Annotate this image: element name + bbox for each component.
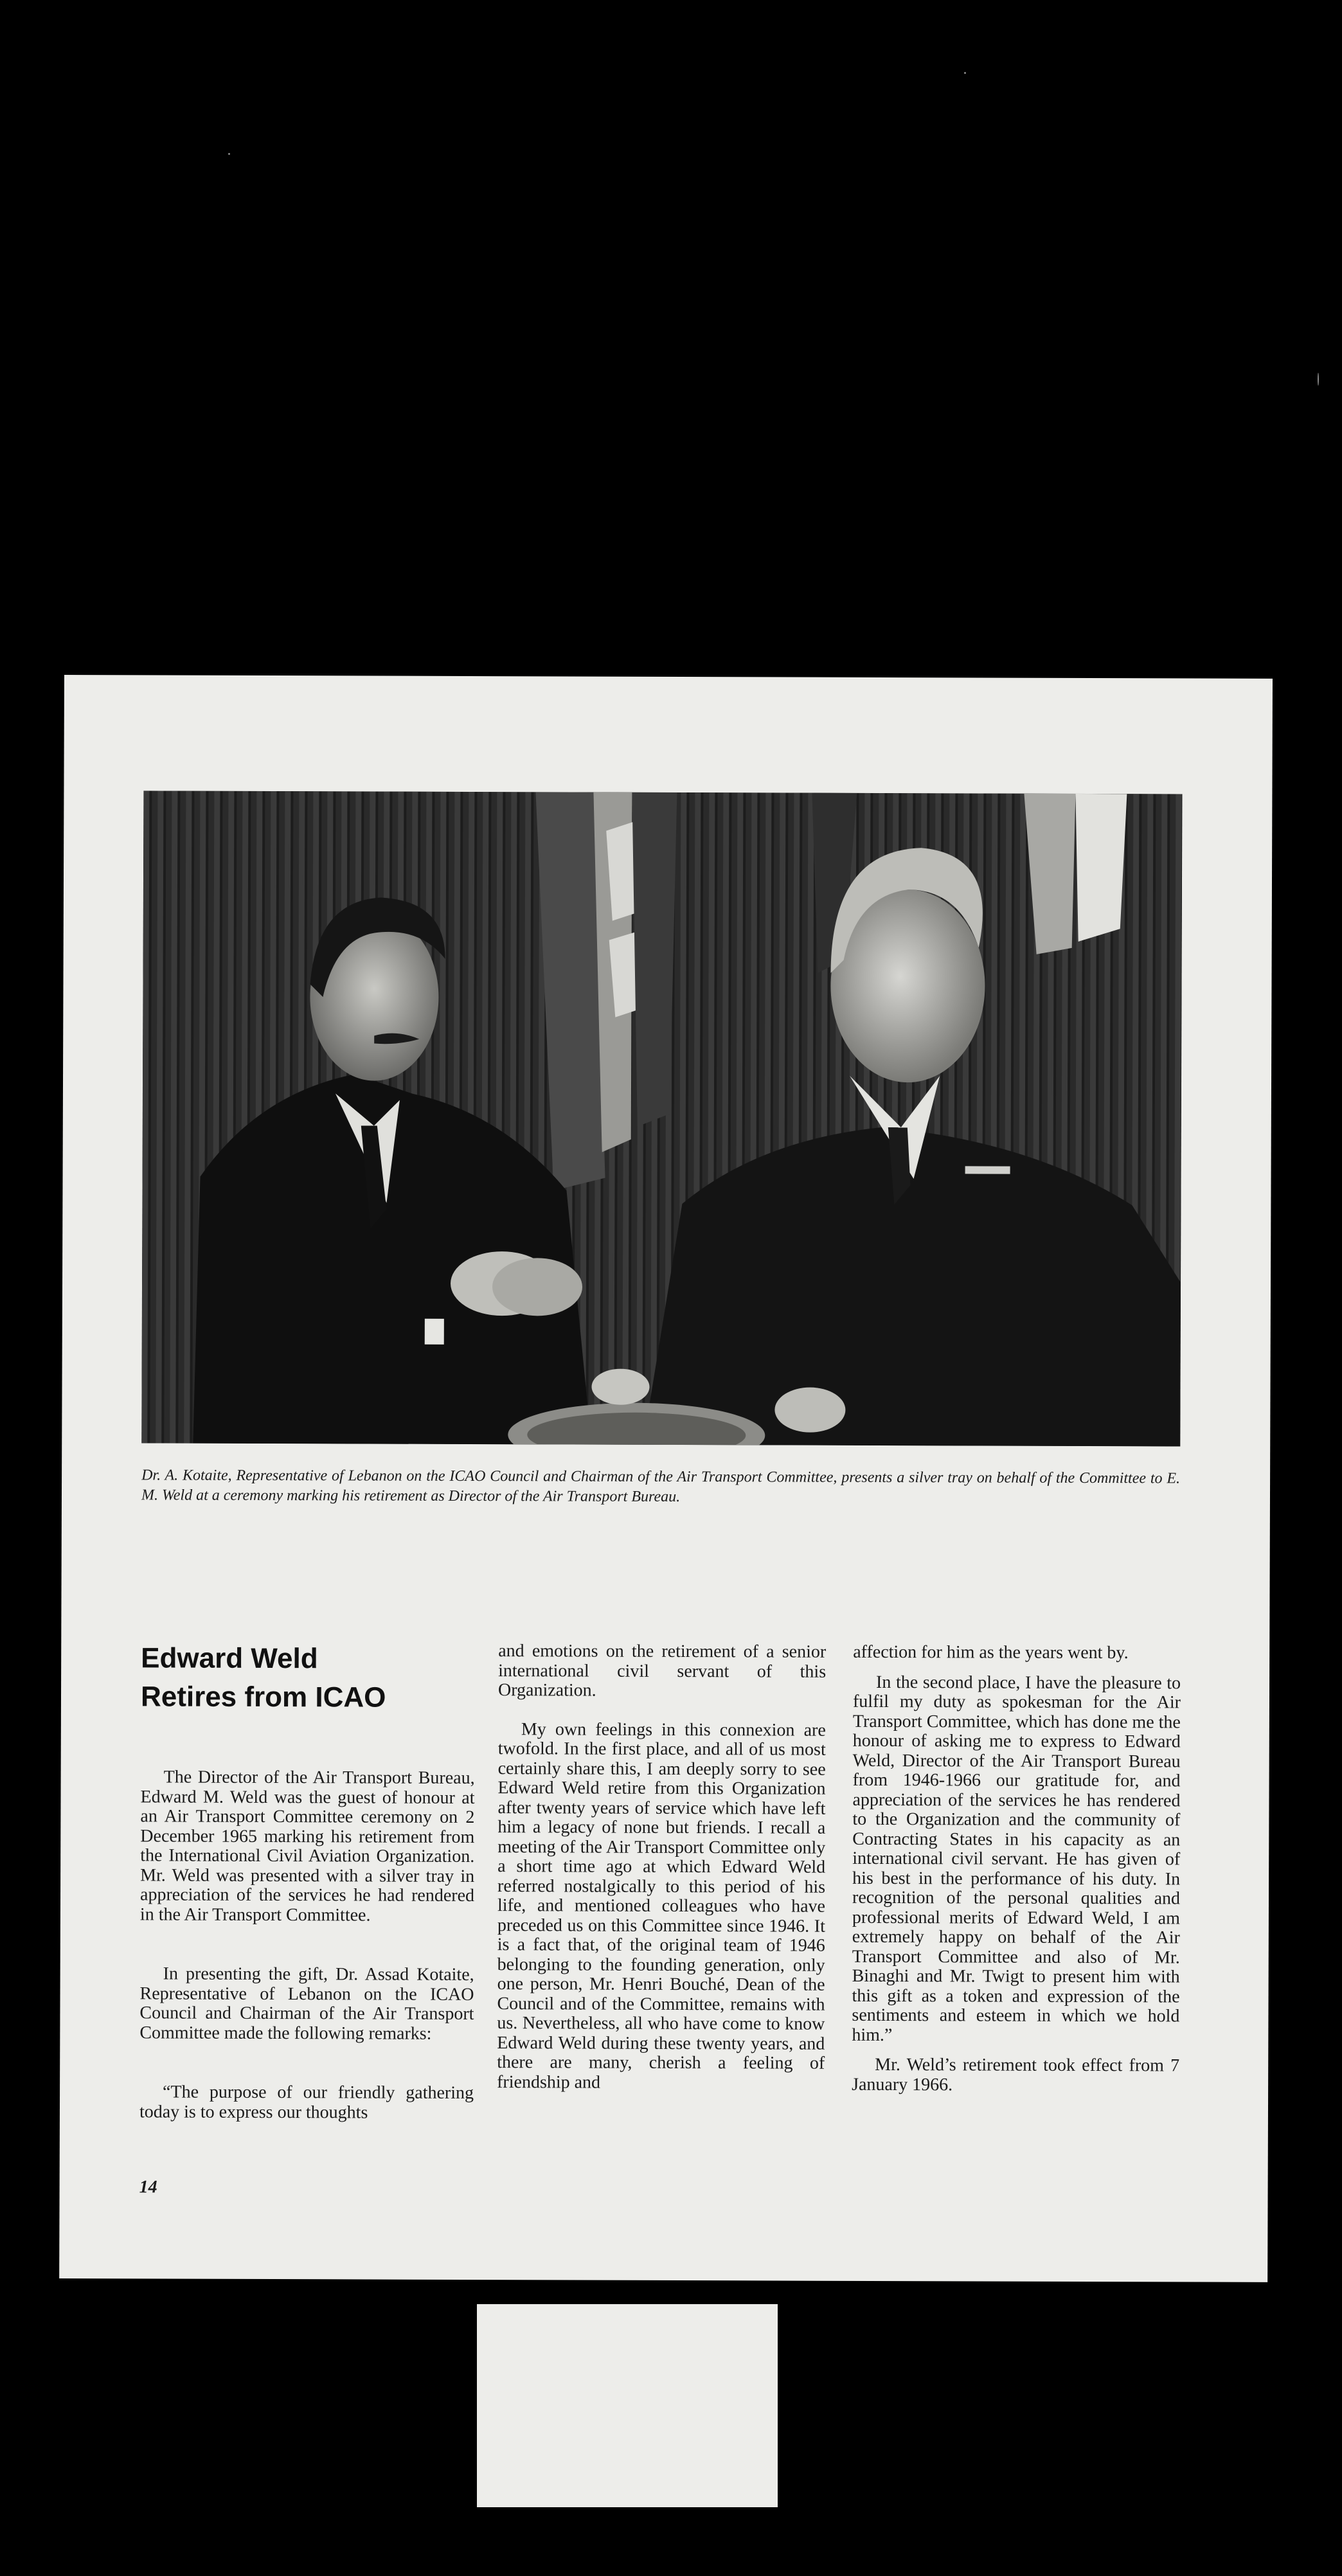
photograph-icon	[141, 791, 1182, 1446]
paragraph: affection for him as the years went by.	[853, 1641, 1129, 1663]
article-column-1	[139, 1767, 475, 2123]
dust-speck	[1318, 373, 1319, 386]
article-title-line-1: Edward Weld	[141, 1642, 318, 1675]
ceremony-photograph	[141, 791, 1182, 1446]
article-column-3	[852, 1643, 1181, 2096]
blank-card	[477, 2304, 778, 2507]
paragraph: In the second place, I have the pleasure to fulfil my duty as spokesman for the Air Transport Committee, which has done me the honour of asking me to express to Edward Weld, Director of the Air Transport Bureau from 1946-1966 our gratitude for, and appreciation of the services he has rendered to the Organization and the community of Contracting States in his capacity as an international civil servant. He has given of his best in the performance of his duty. In recognition of the personal qualities and professional merits of Edward Weld, I am extremely happy on behalf of the Air Transport Committee and also of Mr. Binaghi and Mr. Twigt to present him with this gift as a token and expression of the sentiments and esteem in which we hold him.”	[852, 1672, 1181, 2045]
paragraph: My own feelings in this connexion are twofold. In the first place, and all of us most certainly share this, I am deeply sorry to see Edward Weld retire from this Organization after twenty years of service which have left him a legacy of none but friends. I recall a meeting of the Air Transport Committee only a short time ago at which Edward Weld referred nostalgically to this period of his life, and mentioned colleagues who have preceded us on this Committee since 1946. It is a fact that, of the original team of 1946 belonging to the founding generation, only one person, Mr. Henri Bouché, Dean of the Council and of the Committee, remains with us. Nevertheless, all who have come to know Edward Weld during these twenty years, and there are many, cherish a feeling of friendship and	[497, 1719, 826, 2093]
dust-speck	[228, 153, 230, 155]
article-column-2	[497, 1641, 826, 2093]
paragraph: and emotions on the retirement of a senior international civil servant of this Organization.	[497, 1641, 827, 1701]
dust-speck	[964, 72, 966, 74]
paragraph: “The purpose of our friendly gathering today is to express our thoughts	[139, 2082, 474, 2122]
photo-caption: Dr. A. Kotaite, Representative of Lebanon on the ICAO Council and Chairman of the Air Transport Committee, presents a silver tray on behalf of the Committee to E. M. Weld at a ceremony marking his retirement as Director of the Air Transport Bureau.	[141, 1467, 1181, 1506]
paragraph: In presenting the gift, Dr. Assad Kotaite, Representative of Lebanon on the ICAO Council and Chairman of the Air Transport Committee made the following remarks:	[139, 1963, 474, 2044]
article-title-line-2: Retires from ICAO	[140, 1681, 386, 1713]
page-number: 14	[139, 2177, 157, 2197]
paragraph: The Director of the Air Transport Bureau, Edward M. Weld was the guest of honour at an Air Transport Committee ceremony on 2 December 1965 marking his retirement from the International Civil Aviation Organization. Mr. Weld was presented with a silver tray in appreciation of the services he had rendered in the Air Transport Committee.	[139, 1767, 475, 1926]
magazine-page	[59, 675, 1273, 2282]
paragraph: Mr. Weld’s retirement took effect from 7 January 1966.	[852, 2054, 1180, 2095]
article-title	[141, 1639, 475, 1717]
